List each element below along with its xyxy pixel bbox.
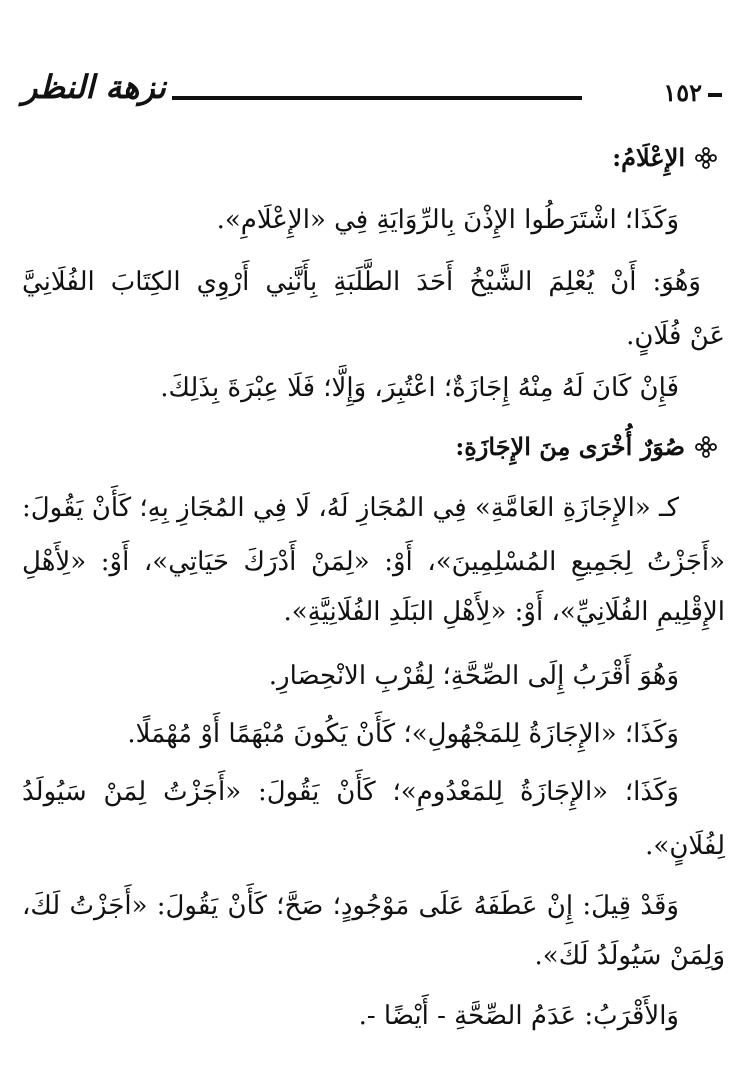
page-number <box>663 78 722 107</box>
section-heading-text: الإِعْلَامُ: <box>612 143 685 172</box>
section-heading-text: صُوَرٌ أُخْرَى مِنَ الإِجَازَةِ: <box>455 432 685 461</box>
paragraph-line: وَهُوَ: أَنْ يُعْلِمَ الشَّيْخُ أَحَدَ الطَّلَبَةِ بِأَنَّنِي أَرْوِي الكِتَابَ الفُلَانِيَّ <box>22 267 701 297</box>
paragraph-line: «أَجَزْتُ لِجَمِيعِ المُسْلِمِينَ»، أَوْ: «لِمَنْ أَدْرَكَ حَيَاتِي»، أَوْ: «لِأَهْلِ <box>22 547 725 577</box>
flower-ornament-icon <box>695 436 717 458</box>
paragraph-line: فَإِنْ كَانَ لَهُ مِنْهُ إِجَازَةٌ؛ اعْتُبِرَ، وَإِلَّا؛ فَلَا عِبْرَةَ بِذَلِكَ. <box>160 373 679 403</box>
book-title: نزهة النظر <box>22 68 166 106</box>
paragraph-line: الإِقْلِيمِ الفُلَانِيِّ»، أَوْ: «لِأَهْلِ البَلَدِ الفُلَانِيَّةِ». <box>283 597 725 627</box>
paragraph-line: وَقَدْ قِيلَ: إِنْ عَطَفَهُ عَلَى مَوْجُودٍ؛ صَحَّ؛ كَأَنْ يَقُولَ: «أَجَزْتُ لَكَ، <box>22 891 679 921</box>
section-heading-i-lam <box>612 143 717 172</box>
page-number-text: ١٥٢ <box>663 78 702 107</box>
paragraph-line: كـ «الإِجَازَةِ العَامَّةِ» فِي المُجَازِ لَهُ، لَا فِي المُجَازِ بِهِ؛ كَأَنْ يَقُولَ: <box>22 493 679 523</box>
page-header <box>22 68 722 124</box>
paragraph-line: وَهُوَ أَقْرَبُ إِلَى الصِّحَّةِ؛ لِقُرْبِ الانْحِصَارِ. <box>268 661 679 691</box>
section-heading-other-forms <box>455 432 717 461</box>
paragraph-line: وَكَذَا؛ «الإِجَازَةُ لِلمَجْهُولِ»؛ كَأَنْ يَكُونَ مُبْهَمًا أَوْ مُهْمَلًا. <box>127 719 679 749</box>
header-rule <box>172 96 582 100</box>
flower-ornament-icon <box>695 147 717 169</box>
paragraph-line: وَلِمَنْ سَيُولَدُ لَكَ». <box>534 941 725 971</box>
page-number-dash <box>708 93 722 97</box>
paragraph-line: وَكَذَا؛ اشْتَرَطُوا الإِذْنَ بِالرِّوَايَةِ فِي «الإِعْلَامِ». <box>216 205 679 235</box>
paragraph-line: وَالأَقْرَبُ: عَدَمُ الصِّحَّةِ - أَيْضًا -. <box>358 1001 679 1031</box>
paragraph-line: لِفُلَانٍ». <box>645 831 725 861</box>
paragraph-line: عَنْ فُلَانٍ. <box>626 321 725 351</box>
paragraph-line: وَكَذَا؛ «الإِجَازَةُ لِلمَعْدُومِ»؛ كَأَنْ يَقُولَ: «أَجَزْتُ لِمَنْ سَيُولَدُ <box>22 777 679 807</box>
